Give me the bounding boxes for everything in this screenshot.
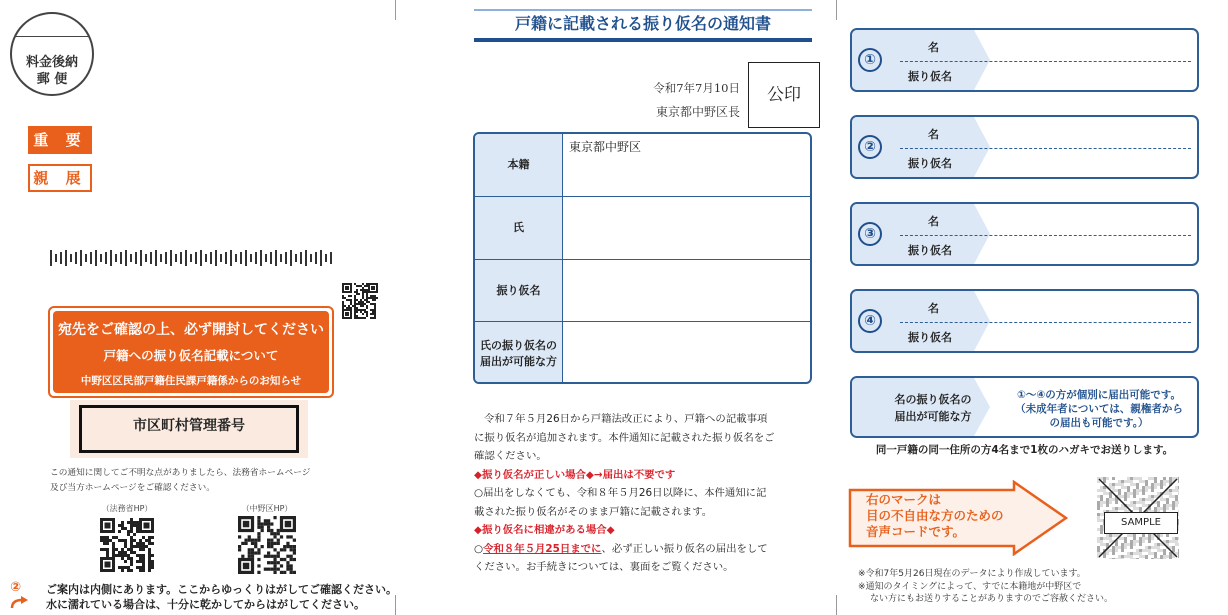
notice-title: 戸籍に記載される振り仮名の通知書: [514, 14, 771, 33]
qr-code-nakano[interactable]: [238, 516, 296, 574]
footnotes: [858, 568, 1113, 606]
qr-moj-label: （法務省HP）: [101, 504, 153, 513]
fold-mark-4: [836, 595, 837, 615]
sample-label: SAMPLE: [1104, 512, 1178, 534]
card-number: ③: [858, 222, 882, 246]
title-top-rule: [474, 9, 812, 11]
management-number-label: 市区町村管理番号: [79, 405, 299, 453]
voice-line1: 右のマークは: [866, 492, 942, 507]
voice-line2: 目の不自由な方のための: [866, 508, 1004, 523]
title-underline: [474, 38, 812, 42]
postal-barcode: [50, 250, 335, 266]
peel-instructions: [46, 582, 397, 612]
row-furigana: [475, 260, 810, 322]
peel-line-2: 水に濡れている場合は、十分に乾かしてからはがしてください。: [46, 598, 365, 611]
given-name-label: 名: [928, 302, 939, 315]
label-eligible-line1: 氏の振り仮名の: [480, 339, 557, 352]
name-card-3: [850, 202, 1199, 266]
explanation-text: [474, 410, 814, 577]
open-notice-sub: 戸籍への振り仮名記載について: [103, 348, 279, 363]
name-card-4: [850, 289, 1199, 353]
eligible-text-line2: （未成年者については、親権者から: [1015, 403, 1183, 415]
case1-heading: ◆振り仮名が正しい場合◆→届出は不要です: [474, 468, 676, 481]
qr-code-small: [342, 283, 378, 319]
footnote-3: ない方にもお送りすることがありますのでご容赦ください。: [870, 594, 1114, 604]
card-number: ②: [858, 135, 882, 159]
label-surname: 氏: [475, 197, 563, 259]
issuer: 東京都中野区長: [655, 105, 740, 119]
card-number: ①: [858, 48, 882, 72]
official-seal: 公印: [748, 62, 820, 128]
value-honseki: 東京都中野区: [569, 140, 642, 154]
qr-code-moj[interactable]: [100, 518, 154, 572]
peel-line-1: ご案内は内側にあります。ここからゆっくりはがしてご確認ください。: [46, 583, 398, 596]
case2-line1-rest: 、必ず正しい振り仮名の届出をして: [601, 542, 768, 555]
management-number-box: [70, 400, 308, 458]
case2-heading: ◆振り仮名に相違がある場合◆: [474, 524, 615, 536]
eligible-text: [1002, 388, 1196, 430]
eligible-given-name-card: [850, 376, 1199, 438]
open-notice-box: [48, 306, 334, 398]
case1-line1: ○届出をしなくても、令和８年５月26日以降に、本件通知に記: [474, 487, 767, 499]
case2-line2: ください。お手続きについては、裏面をご覧ください。: [474, 561, 734, 573]
row-surname: [475, 197, 810, 260]
eligible-text-line1: ①～④の方が個別に届出可能です。: [1017, 389, 1181, 401]
name-card-2: [850, 115, 1199, 179]
para1-line3: 確認ください。: [474, 450, 547, 462]
given-name-label: 名: [928, 41, 939, 54]
furigana-label: 振り仮名: [908, 157, 952, 170]
registry-form-table: [473, 132, 812, 384]
label-eligible: [475, 322, 563, 384]
row-honseki: [475, 134, 810, 197]
row-eligible: [475, 322, 810, 384]
label-furigana: 振り仮名: [475, 260, 563, 321]
postmark: [10, 12, 94, 96]
fold-mark-3: [836, 0, 837, 20]
eligible-heading: [888, 391, 978, 425]
open-notice-from: 中野区区民部戸籍住民課戸籍係からのお知らせ: [80, 375, 302, 387]
given-name-label: 名: [928, 215, 939, 228]
furigana-label: 振り仮名: [908, 244, 952, 257]
given-name-label: 名: [928, 128, 939, 141]
important-badge: 重 要: [28, 126, 92, 154]
para1-line2: に振り仮名が追加されます。本件通知に記載された振り仮名をご: [474, 431, 775, 444]
para1-line1: 令和７年５月26日から戸籍法改正により、戸籍への記載事項: [484, 413, 768, 425]
eligible-heading-line2: 届出が可能な方: [894, 410, 972, 423]
furigana-label: 振り仮名: [908, 70, 952, 83]
eligible-text-line3: の届出も可能です。）: [1049, 417, 1149, 429]
postmark-line2: 郵 便: [36, 72, 68, 87]
postmark-line1: 料金後納: [25, 55, 78, 70]
qr-nakano-label: （中野区HP）: [241, 504, 293, 513]
name-card-1: [850, 28, 1199, 92]
footnote-2: ※通知のタイミングによって、すでに本籍地が中野区で: [858, 581, 1082, 592]
info-line-2: 及び当方ホームページをご確認ください。: [50, 483, 215, 493]
info-line-1: この通知に関してご不明な点がありましたら、法務省ホームページ: [50, 468, 311, 478]
issue-date: 令和7年7月10日: [653, 81, 740, 95]
info-note: [50, 466, 350, 496]
footnote-1: ※令和7年5月26日現在のデータにより作成しています。: [858, 569, 1086, 579]
open-notice-main: 宛先をご確認の上、必ず開封してください: [58, 322, 324, 338]
eligible-heading-line1: 名の振り仮名の: [894, 393, 972, 406]
send-note: 同一戸籍の同一住所の方4名まで1枚のハガキでお送りします。: [875, 444, 1174, 456]
step-number: ②: [10, 580, 22, 595]
label-eligible-line2: 届出が可能な方: [480, 355, 557, 368]
label-honseki: 本籍: [475, 134, 563, 196]
case2-line1: [474, 540, 814, 559]
deadline: 令和８年５月25日までに: [483, 542, 602, 555]
voice-line3: 音声コードです。: [866, 524, 966, 539]
curved-arrow-icon: [10, 596, 30, 610]
case1-line2: 載された振り仮名がそのまま戸籍に記載されます。: [474, 505, 713, 518]
voice-code-text: [866, 492, 1004, 540]
personal-badge: 親 展: [28, 164, 92, 192]
card-number: ④: [858, 309, 882, 333]
furigana-label: 振り仮名: [908, 331, 952, 344]
case2-prefix: ○: [474, 542, 484, 555]
fold-mark-1: [395, 0, 396, 20]
